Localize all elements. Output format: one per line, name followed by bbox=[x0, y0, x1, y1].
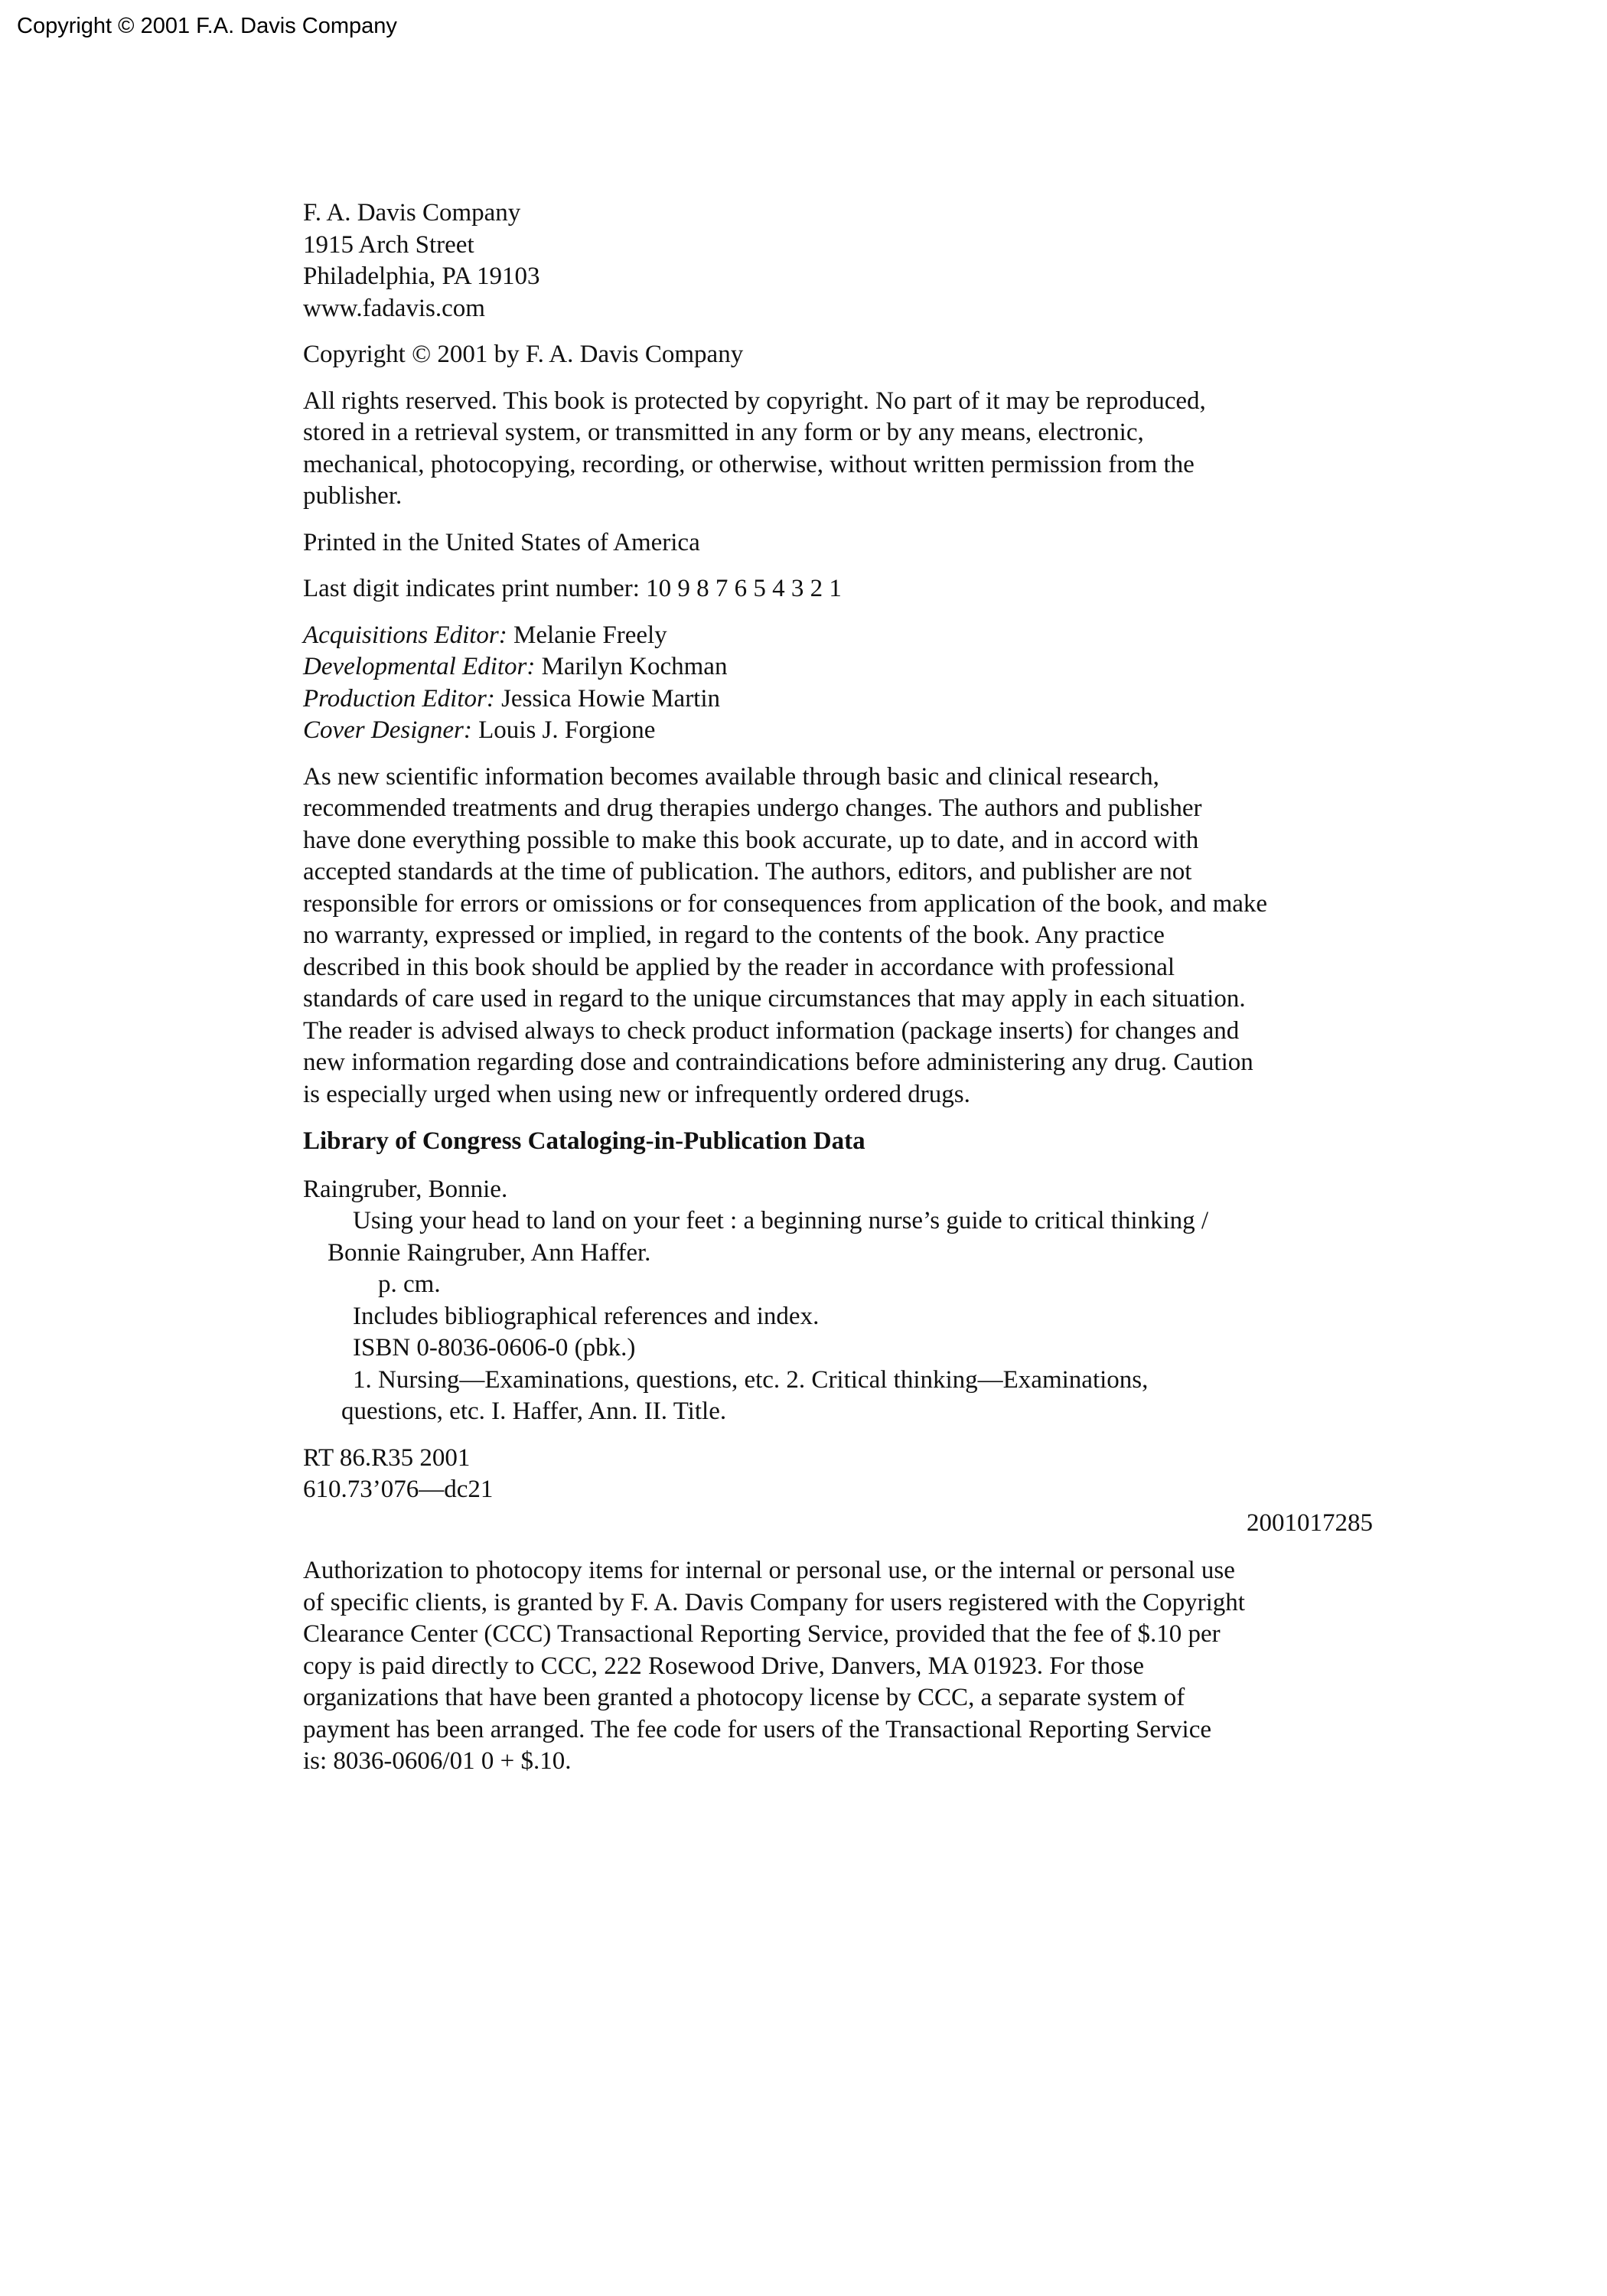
rights-line: stored in a retrieval system, or transmitted in any form or by any means, electronic, bbox=[303, 419, 1144, 446]
editor-name: Marilyn Kochman bbox=[535, 653, 728, 680]
cip-subjects-line: questions, etc. I. Haffer, Ann. II. Title. bbox=[341, 1397, 727, 1425]
disclaimer-line: The reader is advised always to check product information (package inserts) for changes and bbox=[303, 1016, 1240, 1045]
authorization-line: is: 8036-0606/01 0 + $.10. bbox=[303, 1747, 572, 1775]
editor-role: Acquisitions Editor: bbox=[303, 621, 507, 649]
disclaimer-paragraph bbox=[303, 762, 1466, 1111]
disclaimer-line: new information regarding dose and contraindications before administering any drug. Caution bbox=[303, 1049, 1253, 1076]
cip-subjects-line: 1. Nursing—Examinations, questions, etc. 2. Critical thinking—Examinations, bbox=[353, 1365, 1149, 1394]
rights-line: publisher. bbox=[303, 482, 403, 510]
copyright-line bbox=[303, 339, 1466, 371]
editor-credit bbox=[303, 651, 1466, 683]
disclaimer-line: have done everything possible to make this book accurate, up to date, and in accord with bbox=[303, 826, 1199, 854]
editor-credits bbox=[303, 620, 1466, 747]
cip-title-line: Using your head to land on your feet : a beginning nurse’s guide to critical thinking / bbox=[353, 1207, 1209, 1234]
authorization-line: Clearance Center (CCC) Transactional Reporting Service, provided that the fee of $.10 per bbox=[303, 1620, 1221, 1648]
disclaimer-line: is especially urged when using new or infrequently ordered drugs. bbox=[303, 1080, 970, 1108]
cip-lc-class: RT 86.R35 2001 bbox=[303, 1443, 471, 1472]
print-number-text: Last digit indicates print number: 10 9 8 7 6 5 4 3 2 1 bbox=[303, 575, 842, 602]
cip-title-line: Bonnie Raingruber, Ann Haffer. bbox=[328, 1238, 651, 1267]
disclaimer-line: no warranty, expressed or implied, in regard to the contents of the book. Any practice bbox=[303, 921, 1165, 949]
cip-record bbox=[303, 1174, 1466, 1428]
rights-line: All rights reserved. This book is protected by copyright. No part of it may be reproduced, bbox=[303, 386, 1206, 415]
authorization-line: of specific clients, is granted by F. A. Davis Company for users registered with the Copyright bbox=[303, 1588, 1245, 1616]
authorization-line: payment has been arranged. The fee code for users of the Transactional Reporting Service bbox=[303, 1715, 1211, 1743]
cip-bibliography: Includes bibliographical references and index. bbox=[353, 1302, 820, 1330]
editor-name: Jessica Howie Martin bbox=[494, 684, 721, 713]
authorization-line: Authorization to photocopy items for internal or personal use, or the internal or personal use bbox=[303, 1557, 1235, 1584]
rights-paragraph bbox=[303, 386, 1466, 513]
publisher-address bbox=[303, 197, 1466, 325]
editor-credit bbox=[303, 683, 1466, 716]
editor-credit bbox=[303, 715, 1466, 747]
cip-isbn: ISBN 0-8036-0606-0 (pbk.) bbox=[353, 1334, 636, 1362]
cip-pages: p. cm. bbox=[378, 1270, 441, 1298]
header-copyright-stamp: Copyright © 2001 F.A. Davis Company bbox=[17, 14, 397, 38]
authorization-line: copy is paid directly to CCC, 222 Rosewood Drive, Danvers, MA 01923. For those bbox=[303, 1652, 1144, 1680]
editor-role: Cover Designer: bbox=[303, 716, 472, 744]
print-number bbox=[303, 573, 1466, 605]
authorization-paragraph bbox=[303, 1555, 1466, 1778]
authorization-line: organizations that have been granted a photocopy license by CCC, a separate system of bbox=[303, 1684, 1185, 1711]
publisher-website: www.fadavis.com bbox=[303, 294, 485, 322]
disclaimer-line: recommended treatments and drug therapies undergo changes. The authors and publisher bbox=[303, 794, 1202, 822]
cip-dewey: 610.73’076—dc21 bbox=[303, 1476, 494, 1503]
disclaimer-line: described in this book should be applied by the reader in accordance with professional bbox=[303, 953, 1175, 981]
disclaimer-line: standards of care used in regard to the unique circumstances that may apply in each situation. bbox=[303, 985, 1246, 1013]
disclaimer-line: As new scientific information becomes available through basic and clinical research, bbox=[303, 762, 1159, 791]
publisher-name: F. A. Davis Company bbox=[303, 199, 521, 227]
publisher-street: 1915 Arch Street bbox=[303, 230, 474, 259]
rights-line: mechanical, photocopying, recording, or otherwise, without written permission from the bbox=[303, 450, 1195, 478]
disclaimer-line: responsible for errors or omissions or for consequences from application of the book, and make bbox=[303, 889, 1268, 918]
editor-name: Louis J. Forgione bbox=[471, 716, 656, 744]
editor-role: Developmental Editor: bbox=[303, 653, 536, 680]
disclaimer-line: accepted standards at the time of publication. The authors, editors, and publisher are not bbox=[303, 858, 1192, 885]
cip-classification bbox=[303, 1443, 1466, 1540]
editor-credit bbox=[303, 620, 1466, 652]
copyright-page bbox=[303, 197, 1466, 1778]
publisher-city: Philadelphia, PA 19103 bbox=[303, 263, 540, 290]
editor-role: Production Editor: bbox=[303, 684, 495, 713]
copyright-text: Copyright © 2001 by F. A. Davis Company bbox=[303, 341, 744, 368]
printed-in-text: Printed in the United States of America bbox=[303, 528, 700, 556]
cip-author: Raingruber, Bonnie. bbox=[303, 1175, 508, 1203]
cip-lccn: 2001017285 bbox=[1247, 1508, 1373, 1537]
printed-in bbox=[303, 527, 1466, 559]
cip-heading: Library of Congress Cataloging-in-Publication Data bbox=[303, 1127, 865, 1155]
editor-name: Melanie Freely bbox=[507, 621, 667, 649]
